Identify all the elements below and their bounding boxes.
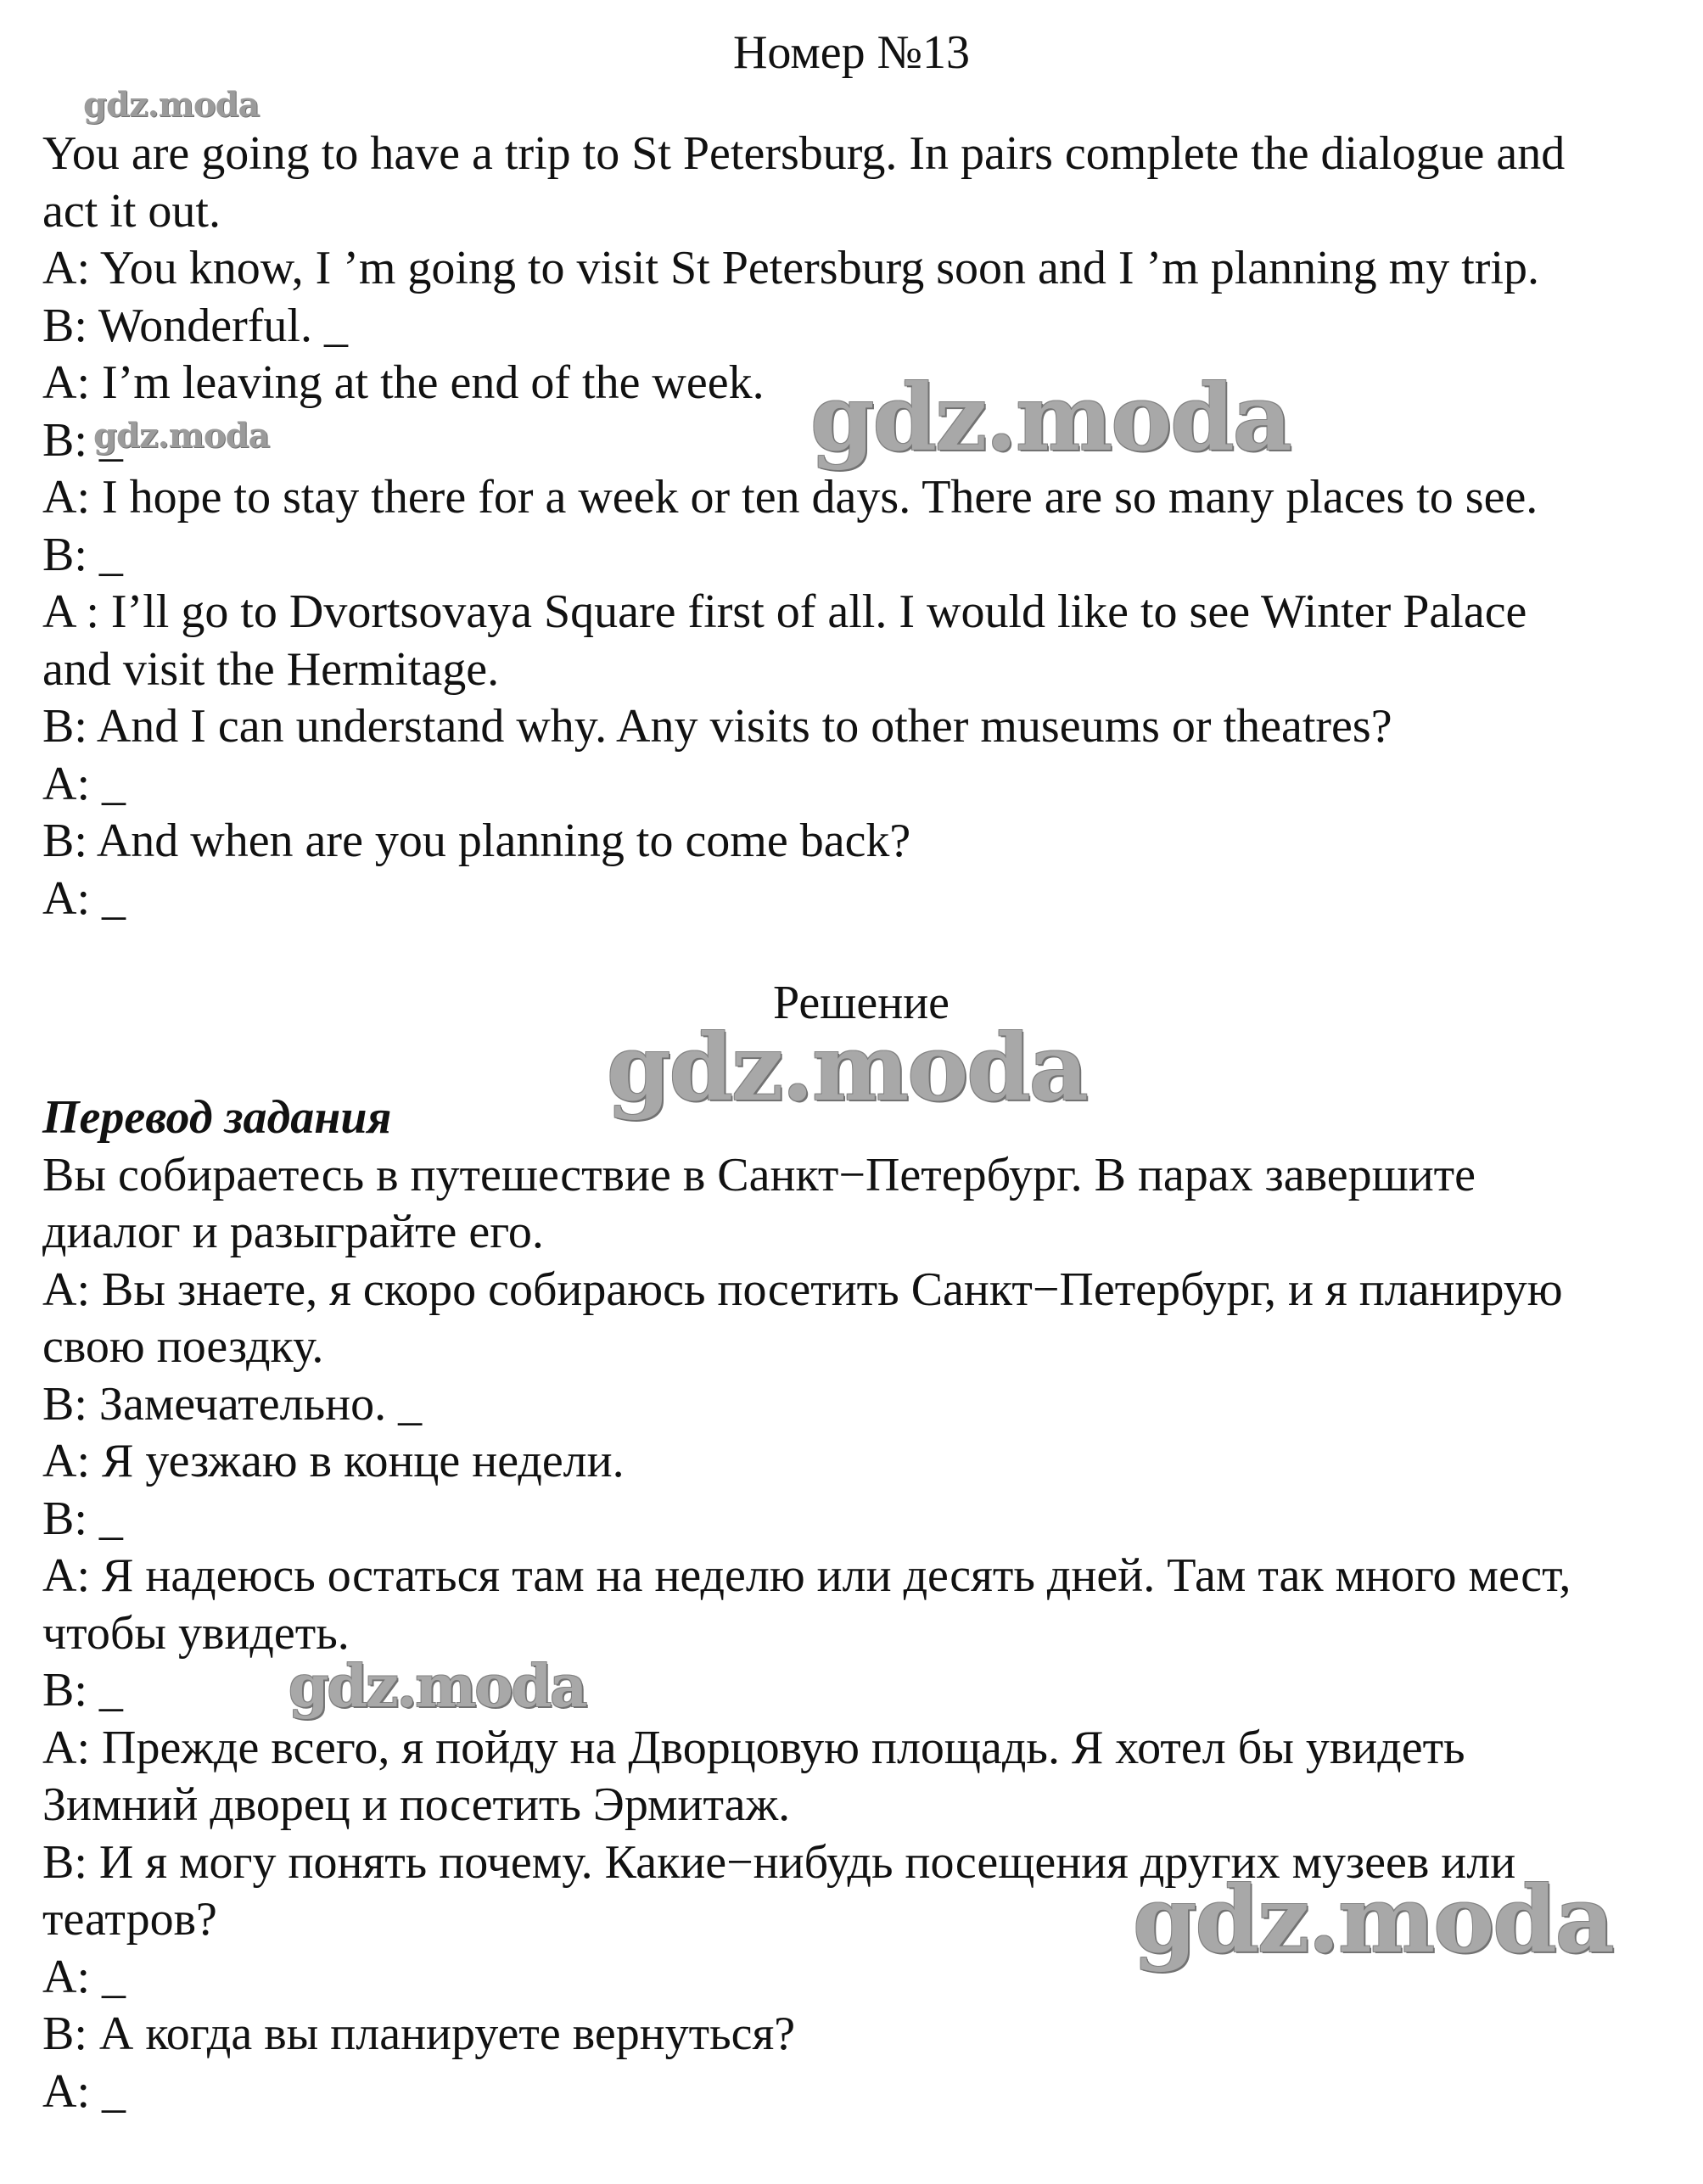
- translation-line: A: Я надеюсь остаться там на неделю или десять дней. Там так много мест,: [42, 1549, 1571, 1602]
- translation-line: свою поездку.: [42, 1320, 324, 1373]
- translation-line: Зимний дворец и посетить Эрмитаж.: [42, 1778, 791, 1831]
- translation-line: Вы собираетесь в путешествие в Санкт−Петербург. В парах завершите: [42, 1148, 1476, 1201]
- translation-line: A: _: [42, 1950, 126, 2003]
- task-line: B: _: [42, 528, 123, 581]
- task-line: B: Wonderful. _: [42, 299, 348, 352]
- translation-line: B: И я могу понять почему. Какие−нибудь посещения других музеев или: [42, 1835, 1516, 1889]
- translation-line: B: Замечательно. _: [42, 1377, 423, 1431]
- watermark: gdz.moda: [1133, 1867, 1613, 1974]
- translation-line: A: Прежде всего, я пойду на Дворцовую площадь. Я хотел бы увидеть: [42, 1721, 1465, 1774]
- translation-subheading: Перевод задания: [42, 1091, 392, 1144]
- translation-line: B: _: [42, 1664, 123, 1716]
- translation-line: A: Вы знаете, я скоро собираюсь посетить Санкт−Петербург, и я планирую: [42, 1263, 1563, 1316]
- watermark: gdz.moda: [607, 1015, 1087, 1122]
- task-line: A: I hope to stay there for a week or ten days. There are so many places to see.: [42, 471, 1538, 524]
- task-line: act it out.: [42, 184, 221, 238]
- task-line: A: _: [42, 757, 126, 810]
- task-line: B: _: [42, 413, 123, 467]
- watermark: gdz.moda: [93, 416, 270, 456]
- task-line: A: I’m leaving at the end of the week.: [42, 356, 765, 409]
- solution-heading: Решение: [772, 977, 950, 1029]
- translation-line: B: _: [42, 1492, 123, 1545]
- translation-line: театров?: [42, 1893, 217, 1946]
- translation-line: A: _: [42, 2064, 126, 2118]
- translation-line: A: Я уезжаю в конце недели.: [42, 1435, 625, 1487]
- task-line: A : I’ll go to Dvortsovaya Square first of all. I would like to see Winter Palace: [42, 585, 1527, 638]
- translation-line: чтобы увидеть.: [42, 1606, 350, 1660]
- task-line: B: And I can understand why. Any visits to other museums or theatres?: [42, 700, 1392, 753]
- task-line: B: And when are you planning to come back?: [42, 815, 911, 867]
- watermark: gdz.moda: [810, 365, 1291, 472]
- task-line: and visit the Hermitage.: [42, 642, 500, 696]
- task-text: [42, 126, 1689, 927]
- page-title: Номер №13: [732, 26, 971, 79]
- translation-line: B: А когда вы планируете вернуться?: [42, 2008, 796, 2060]
- task-line: A: _: [42, 871, 126, 925]
- task-line: You are going to have a trip to St Petersburg. In pairs complete the dialogue and: [42, 127, 1566, 180]
- watermark: gdz.moda: [289, 1653, 586, 1721]
- translation-line: диалог и разыграйте его.: [42, 1206, 544, 1258]
- watermark: gdz.moda: [83, 85, 260, 125]
- task-line: A: You know, I ’m going to visit St Petersburg soon and I ’m planning my trip.: [42, 242, 1539, 294]
